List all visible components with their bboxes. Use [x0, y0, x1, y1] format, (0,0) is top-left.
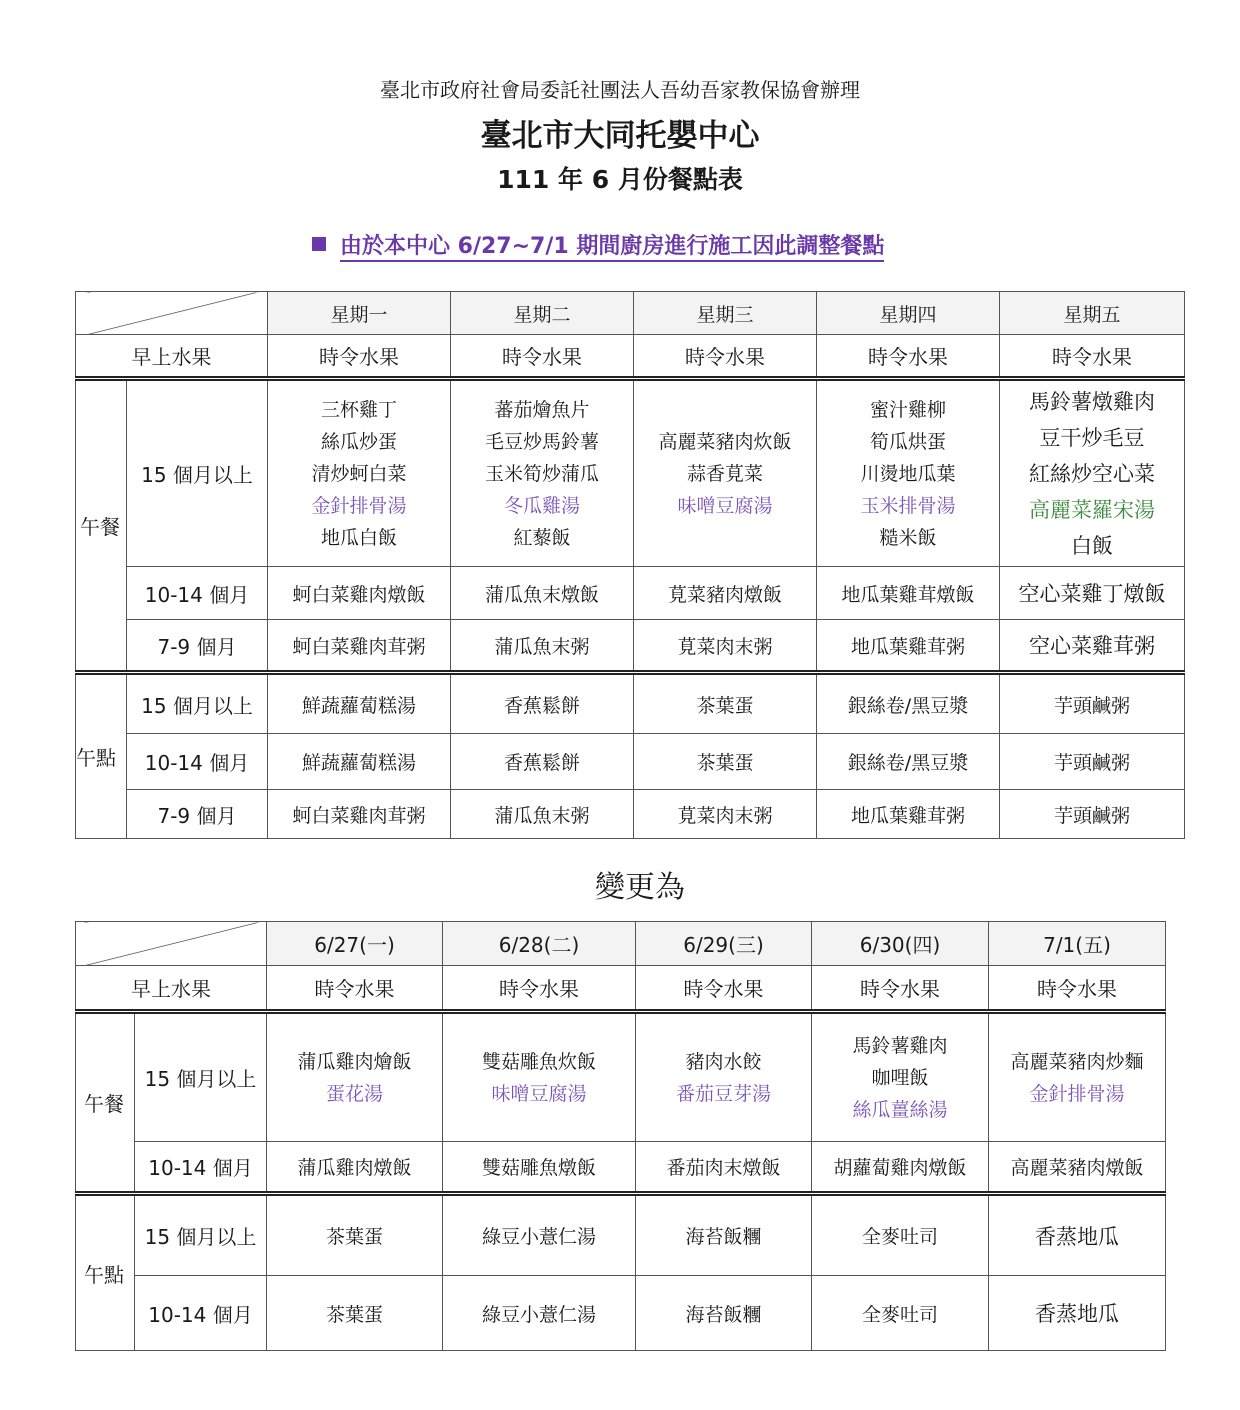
menu-cell: 地瓜葉雞茸粥 — [817, 790, 1000, 839]
menu-cell: 蒲瓜魚末粥 — [451, 620, 634, 673]
original-menu-table — [75, 291, 1185, 839]
soup-item: 高麗菜羅宋湯 — [1029, 497, 1155, 522]
dish-item: 玉米筍炒蒲瓜 — [484, 462, 599, 485]
menu-cell: 胡蘿蔔雞肉燉飯 — [812, 1142, 989, 1194]
dish-item: 紅藜飯 — [513, 526, 571, 549]
lunch-menu-cell — [268, 379, 451, 567]
age-label: 10-14 個月 — [127, 734, 268, 790]
age-label: 7-9 個月 — [127, 620, 268, 673]
menu-cell: 銀絲卷/黑豆漿 — [817, 734, 1000, 790]
menu-cell: 茶葉蛋 — [267, 1276, 443, 1351]
age-label: 10-14 個月 — [135, 1142, 267, 1194]
age-label: 15 個月以上 — [127, 673, 268, 734]
snack-label: 午點 — [76, 1194, 135, 1351]
menu-cell: 鮮蔬蘿蔔糕湯 — [268, 734, 451, 790]
date-header: 6/27(一) — [267, 922, 443, 966]
soup-item: 味噌豆腐湯 — [491, 1082, 587, 1105]
dish-item: 蕃茄燴魚片 — [494, 398, 590, 421]
lunch-menu-cell — [989, 1012, 1166, 1142]
day-header: 星期二 — [451, 292, 634, 335]
menu-cell: 香蒸地瓜 — [989, 1194, 1166, 1276]
fruit-cell: 時令水果 — [443, 966, 636, 1012]
fruit-cell: 時令水果 — [812, 966, 989, 1012]
notice-text: 由於本中心 6/27~7/1 期間廚房進行施工因此調整餐點 — [340, 234, 884, 262]
menu-cell: 蚵白菜雞肉燉飯 — [268, 567, 451, 620]
dish-item: 馬鈴薯雞肉 — [852, 1034, 948, 1057]
menu-cell: 蚵白菜雞肉茸粥 — [268, 790, 451, 839]
menu-cell: 香蕉鬆餅 — [451, 673, 634, 734]
age-label: 15 個月以上 — [127, 379, 268, 567]
menu-cell: 茶葉蛋 — [634, 734, 817, 790]
notice — [312, 229, 884, 260]
fruit-cell: 時令水果 — [634, 335, 817, 379]
soup-item: 味噌豆腐湯 — [677, 494, 773, 517]
lunch-menu-cell — [267, 1012, 443, 1142]
fruit-cell: 時令水果 — [451, 335, 634, 379]
dish-item: 絲瓜炒蛋 — [320, 430, 397, 453]
menu-cell: 綠豆小薏仁湯 — [443, 1194, 636, 1276]
snack-label: 午點 — [76, 673, 127, 839]
page-title: 臺北市大同托嬰中心 — [480, 118, 760, 154]
fruit-cell: 時令水果 — [1000, 335, 1185, 379]
change-heading: 變更為 — [595, 870, 685, 905]
menu-cell: 高麗菜豬肉燉飯 — [989, 1142, 1166, 1194]
dish-item: 蒲瓜雞肉燴飯 — [297, 1050, 412, 1073]
menu-cell: 芋頭鹹粥 — [1000, 790, 1185, 839]
soup-item: 金針排骨湯 — [1029, 1082, 1125, 1105]
lunch-label: 午餐 — [76, 379, 127, 673]
menu-cell: 芋頭鹹粥 — [1000, 734, 1185, 790]
date-header: 6/30(四) — [812, 922, 989, 966]
day-header: 星期三 — [634, 292, 817, 335]
menu-cell: 空心菜雞丁燉飯 — [1000, 567, 1185, 620]
dish-item: 筍瓜烘蛋 — [869, 430, 946, 453]
menu-cell: 雙菇雕魚燉飯 — [443, 1142, 636, 1194]
day-header: 星期四 — [817, 292, 1000, 335]
menu-cell: 香蒸地瓜 — [989, 1276, 1166, 1351]
dish-item: 三杯雞丁 — [320, 398, 397, 421]
soup-item: 玉米排骨湯 — [860, 494, 956, 517]
soup-item: 金針排骨湯 — [311, 494, 407, 517]
fruit-cell: 時令水果 — [989, 966, 1166, 1012]
menu-cell: 蒲瓜魚末粥 — [451, 790, 634, 839]
dish-item: 白飯 — [1071, 533, 1113, 558]
dish-item: 馬鈴薯燉雞肉 — [1029, 389, 1155, 414]
menu-cell: 茶葉蛋 — [634, 673, 817, 734]
lunch-label: 午餐 — [76, 1012, 135, 1194]
menu-cell: 芋頭鹹粥 — [1000, 673, 1185, 734]
day-header: 星期五 — [1000, 292, 1185, 335]
age-label: 10-14 個月 — [135, 1276, 267, 1351]
menu-cell: 番茄肉末燉飯 — [636, 1142, 812, 1194]
menu-cell: 海苔飯糰 — [636, 1276, 812, 1351]
menu-cell: 鮮蔬蘿蔔糕湯 — [268, 673, 451, 734]
dish-item: 蒜香莧菜 — [686, 462, 763, 485]
age-label: 15 個月以上 — [135, 1012, 267, 1142]
lunch-menu-cell — [1000, 379, 1185, 567]
dish-item: 高麗菜豬肉炒麵 — [1010, 1050, 1144, 1073]
menu-cell: 海苔飯糰 — [636, 1194, 812, 1276]
lunch-menu-cell — [636, 1012, 812, 1142]
date-header: 6/29(三) — [636, 922, 812, 966]
menu-cell: 全麥吐司 — [812, 1194, 989, 1276]
menu-cell: 莧菜肉末粥 — [634, 620, 817, 673]
page-subtitle: 111 年 6 月份餐點表 — [497, 165, 743, 194]
menu-cell: 綠豆小薏仁湯 — [443, 1276, 636, 1351]
dish-item: 紅絲炒空心菜 — [1029, 461, 1155, 486]
date-header: 7/1(五) — [989, 922, 1166, 966]
fruit-cell: 時令水果 — [267, 966, 443, 1012]
fruit-cell: 時令水果 — [268, 335, 451, 379]
fruit-cell: 時令水果 — [636, 966, 812, 1012]
lunch-menu-cell — [443, 1012, 636, 1142]
menu-cell: 全麥吐司 — [812, 1276, 989, 1351]
menu-cell: 地瓜葉雞茸粥 — [817, 620, 1000, 673]
revised-menu-table — [75, 921, 1166, 1351]
age-label: 10-14 個月 — [127, 567, 268, 620]
dish-item: 豆干炒毛豆 — [1039, 425, 1145, 450]
dish-item: 川燙地瓜葉 — [860, 462, 956, 485]
dish-item: 雙菇雕魚炊飯 — [481, 1050, 596, 1073]
fruit-label: 早上水果 — [76, 335, 268, 379]
age-label: 15 個月以上 — [135, 1194, 267, 1276]
date-header: 6/28(二) — [443, 922, 636, 966]
lunch-menu-cell — [812, 1012, 989, 1142]
fruit-cell: 時令水果 — [817, 335, 1000, 379]
menu-cell: 茶葉蛋 — [267, 1194, 443, 1276]
lunch-menu-cell — [634, 379, 817, 567]
dish-item: 蜜汁雞柳 — [869, 398, 946, 421]
menu-cell: 蚵白菜雞肉茸粥 — [268, 620, 451, 673]
dish-item: 清炒蚵白菜 — [311, 462, 407, 485]
corner-cell — [76, 292, 268, 335]
soup-item: 冬瓜雞湯 — [503, 494, 580, 517]
dish-item: 豬肉水餃 — [685, 1050, 762, 1073]
menu-cell: 莧菜豬肉燉飯 — [634, 567, 817, 620]
lunch-menu-cell — [817, 379, 1000, 567]
soup-item: 蛋花湯 — [325, 1082, 383, 1105]
dish-item: 毛豆炒馬鈴薯 — [484, 430, 599, 453]
menu-cell: 地瓜葉雞茸燉飯 — [817, 567, 1000, 620]
day-header: 星期一 — [268, 292, 451, 335]
menu-cell: 空心菜雞茸粥 — [1000, 620, 1185, 673]
bullet-square-icon — [312, 237, 326, 251]
fruit-label: 早上水果 — [76, 966, 267, 1012]
dish-item: 高麗菜豬肉炊飯 — [658, 430, 792, 453]
menu-cell: 蒲瓜魚末燉飯 — [451, 567, 634, 620]
menu-cell: 蒲瓜雞肉燉飯 — [267, 1142, 443, 1194]
lunch-menu-cell — [451, 379, 634, 567]
age-label: 7-9 個月 — [127, 790, 268, 839]
dish-item: 糙米飯 — [879, 526, 937, 549]
organizer-line: 臺北市政府社會局委託社團法人吾幼吾家教保協會辦理 — [380, 78, 860, 102]
dish-item: 地瓜白飯 — [320, 526, 397, 549]
menu-cell: 莧菜肉末粥 — [634, 790, 817, 839]
dish-item: 咖哩飯 — [871, 1066, 929, 1089]
corner-cell — [76, 922, 267, 966]
menu-cell: 銀絲卷/黑豆漿 — [817, 673, 1000, 734]
soup-item: 番茄豆芽湯 — [675, 1082, 771, 1105]
menu-cell: 香蕉鬆餅 — [451, 734, 634, 790]
soup-item: 絲瓜薑絲湯 — [852, 1098, 948, 1121]
